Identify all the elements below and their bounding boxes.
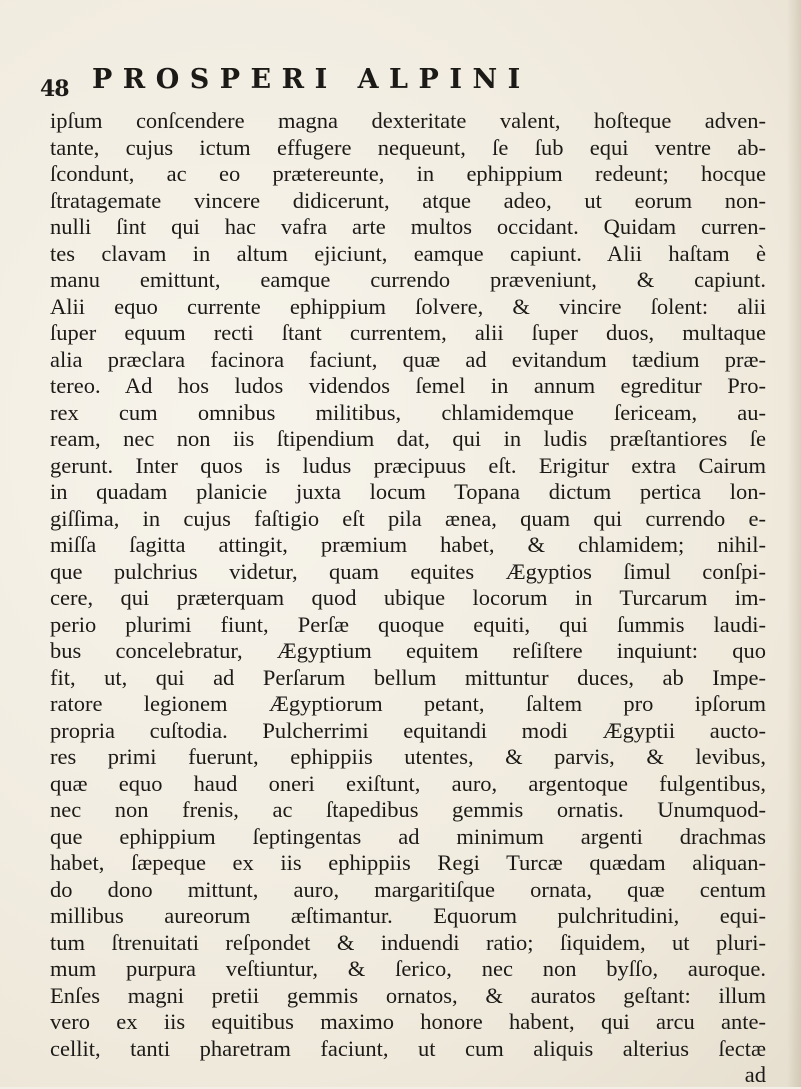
text-line: Alii equo currente ephippium ſolvere, & vincire ſolent: alii <box>50 293 766 319</box>
text-line: que ephippium ſeptingentas ad minimum argenti drachmas <box>50 823 766 849</box>
text-line: fit, ut, qui ad Perſarum bellum mittuntur duces, ab Impe- <box>50 664 766 690</box>
text-line: miſſa ſagitta attingit, præmium habet, & chlamidem; nihil- <box>50 532 766 557</box>
text-line: manu emittunt, eamque currendo præveniunt, & capiunt. <box>50 267 766 292</box>
text-line: ſtratagemate vincere didicerunt, atque adeo, ut eorum non- <box>50 187 766 213</box>
text-line: Enſes magni pretii gemmis ornatos, & auratos geſtant: illum <box>50 982 766 1008</box>
text-line: propria cuſtodia. Pulcherrimi equitandi modi Ægyptii aucto- <box>50 717 766 743</box>
text-line: millibus aureorum æſtimantur. Equorum pulchritudini, equi- <box>50 903 766 928</box>
text-line: vero ex iis equitibus maximo honore habent, qui arcu ante- <box>50 1009 766 1034</box>
text-line: nec non frenis, ac ſtapedibus gemmis ornatis. Unumquod- <box>50 797 766 822</box>
text-line: res primi fuerunt, ephippiis utentes, & parvis, & levibus, <box>50 744 766 769</box>
text-line: perio plurimi fiunt, Perſæ quoque equiti, qui ſummis laudi- <box>50 611 766 637</box>
text-line: cere, qui præterquam quod ubique locorum in Turcarum im- <box>50 585 766 610</box>
text-line: ratore legionem Ægyptiorum petant, ſaltem pro ipſorum <box>50 691 766 716</box>
text-line: alia præclara facinora faciunt, quæ ad evitandum tædium præ- <box>50 346 766 372</box>
text-line: ſuper equum recti ſtant currentem, alii ſuper duos, multaque <box>50 320 766 345</box>
page-header <box>38 64 758 100</box>
text-line: quæ equo haud oneri exiſtunt, auro, argentoque fulgentibus, <box>50 770 766 796</box>
text-line: tum ſtrenuitati reſpondet & induendi ratio; ſiquidem, ut pluri- <box>50 929 766 955</box>
text-line: gerunt. Inter quos is ludus præcipuus eſt. Erigitur extra Cairum <box>50 452 766 478</box>
text-line: bus concelebratur, Ægyptium equitem reſiſtere inquiunt: quo <box>50 638 766 663</box>
body-text <box>50 108 766 1089</box>
text-line: in quadam planicie juxta locum Topana dictum pertica lon- <box>50 479 766 504</box>
running-head: PROSPERI ALPINI <box>92 64 531 95</box>
page-edge-shadow <box>787 0 801 1087</box>
text-line: ream, nec non iis ſtipendium dat, qui in ludis præſtantiores ſe <box>50 426 766 451</box>
text-line: que pulchrius videtur, quam equites Ægyptios ſimul conſpi- <box>50 558 766 584</box>
catchword: ad <box>744 1062 766 1087</box>
page-number: 48 <box>40 76 69 102</box>
text-line: tante, cujus ictum effugere nequeunt, ſe ſub equi ventre ab- <box>50 134 766 160</box>
text-line: ipſum conſcendere magna dexteritate valent, hoſteque adven- <box>50 108 766 133</box>
text-line: rex cum omnibus militibus, chlamidemque ſericeam, au- <box>50 399 766 425</box>
text-line: habet, ſæpeque ex iis ephippiis Regi Turcæ quædam aliquan- <box>50 850 766 875</box>
text-line: do dono mittunt, auro, margaritiſque ornata, quæ centum <box>50 876 766 902</box>
text-line: giſſima, in cujus faſtigio eſt pila ænea, quam qui currendo e- <box>50 505 766 531</box>
text-line: cellit, tanti pharetram faciunt, ut cum aliquis alterius ſectæ <box>50 1035 766 1061</box>
text-line: tereo. Ad hos ludos videndos ſemel in annum egreditur Pro- <box>50 373 766 398</box>
text-line: mum purpura veſtiuntur, & ſerico, nec non byſſo, auroque. <box>50 956 766 981</box>
text-line: ſcondunt, ac eo prætereunte, in ephippium redeunt; hocque <box>50 161 766 186</box>
text-line: tes clavam in altum ejiciunt, eamque capiunt. Alii haſtam è <box>50 240 766 266</box>
text-line: nulli ſint qui hac vafra arte multos occidant. Quidam curren- <box>50 214 766 239</box>
